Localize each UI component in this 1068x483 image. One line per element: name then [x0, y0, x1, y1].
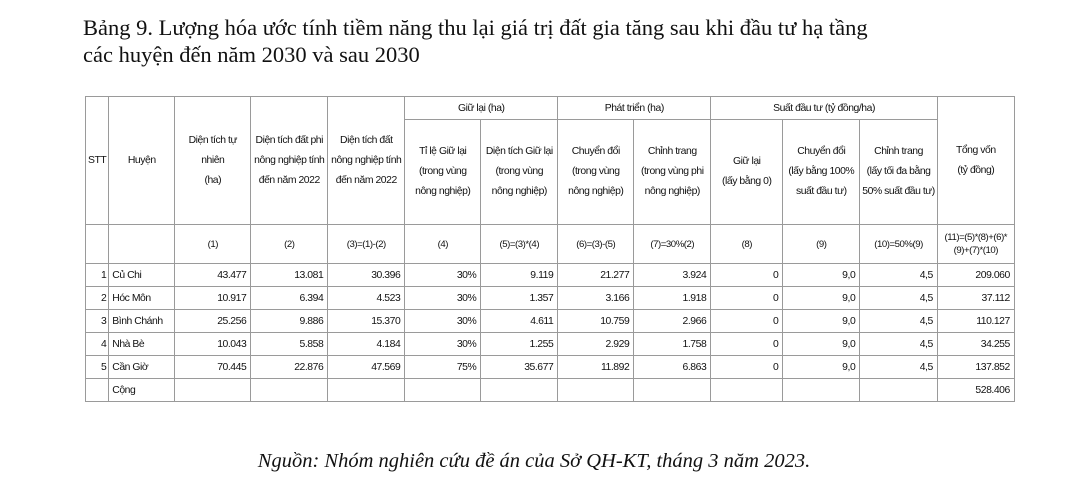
table-cell: 30% — [405, 287, 481, 310]
index-cell: (9) — [783, 225, 860, 264]
header-dien-tich-tu-nhien: Diện tích tự nhiên (ha) — [175, 97, 251, 225]
row-stt: 1 — [86, 264, 109, 287]
table-cell: 4,5 — [860, 264, 938, 287]
header-group-phat-trien: Phát triển (ha) — [558, 97, 711, 120]
table-cell: 4,5 — [860, 356, 938, 379]
header-dien-tich-dat: Diện tích đất nông nghiệp tính đến năm 2022 — [328, 97, 405, 225]
header-row-group — [86, 97, 1015, 120]
index-cell: (8) — [711, 225, 783, 264]
table-cell: 3.924 — [634, 264, 711, 287]
table-cell: 9,0 — [783, 287, 860, 310]
header-chinh-trang: Chỉnh trang (trong vùng phi nông nghiệp) — [634, 120, 711, 225]
total-label: Cộng — [109, 379, 175, 402]
header-tong-von: Tổng vốn (tỷ đồng) — [937, 97, 1014, 225]
table-cell: 137.852 — [937, 356, 1014, 379]
table-cell: 9,0 — [783, 264, 860, 287]
row-district: Bình Chánh — [109, 310, 175, 333]
header-chinh-trang-suat: Chỉnh trang (lấy tối đa bằng 50% suất đầu tư) — [860, 120, 938, 225]
table-cell: 1.758 — [634, 333, 711, 356]
table-cell: 9.886 — [251, 310, 328, 333]
table-cell: 0 — [711, 310, 783, 333]
index-cell: (2) — [251, 225, 328, 264]
total-stt-cell — [86, 379, 109, 402]
table-cell: 6.394 — [251, 287, 328, 310]
table-cell: 13.081 — [251, 264, 328, 287]
table-cell: 9,0 — [783, 356, 860, 379]
row-stt: 5 — [86, 356, 109, 379]
table-cell: 70.445 — [175, 356, 251, 379]
table-cell: 110.127 — [937, 310, 1014, 333]
index-cell — [86, 225, 109, 264]
table-cell: 34.255 — [937, 333, 1014, 356]
row-district: Hóc Môn — [109, 287, 175, 310]
table-cell: 4.184 — [328, 333, 405, 356]
row-stt: 3 — [86, 310, 109, 333]
table-cell: 22.876 — [251, 356, 328, 379]
table-cell: 30% — [405, 264, 481, 287]
table-cell: 1.357 — [481, 287, 558, 310]
row-district: Cần Giờ — [109, 356, 175, 379]
data-table — [85, 96, 1015, 402]
total-row — [86, 379, 1015, 402]
table-cell: 30% — [405, 333, 481, 356]
table-cell: 4,5 — [860, 310, 938, 333]
header-dien-tich-giu-lai: Diện tích Giữ lại (trong vùng nông nghiệp) — [481, 120, 558, 225]
source-note: Nguồn: Nhóm nghiên cứu đề án của Sở QH-KT, tháng 3 năm 2023. — [257, 450, 811, 472]
table-cell: 11.892 — [558, 356, 634, 379]
index-cell — [109, 225, 175, 264]
table-row — [86, 356, 1015, 379]
table-cell: 4,5 — [860, 333, 938, 356]
header-ti-le-giu-lai: Tỉ lệ Giữ lại (trong vùng nông nghiệp) — [405, 120, 481, 225]
table-body — [86, 225, 1015, 402]
table-cell: 6.863 — [634, 356, 711, 379]
total-value: 528.406 — [937, 379, 1014, 402]
table-cell: 75% — [405, 356, 481, 379]
table-cell: 1.255 — [481, 333, 558, 356]
table-cell: 9,0 — [783, 333, 860, 356]
header-giu-lai-suat: Giữ lại (lấy bằng 0) — [711, 120, 783, 225]
table-row — [86, 333, 1015, 356]
index-cell: (5)=(3)*(4) — [481, 225, 558, 264]
table-row — [86, 264, 1015, 287]
table-cell: 0 — [711, 264, 783, 287]
table-cell: 2.966 — [634, 310, 711, 333]
header-chuyen-doi: Chuyển đổi (trong vùng nông nghiệp) — [558, 120, 634, 225]
row-district: Nhà Bè — [109, 333, 175, 356]
table-cell: 10.043 — [175, 333, 251, 356]
row-district: Củ Chi — [109, 264, 175, 287]
table-cell: 0 — [711, 333, 783, 356]
table-cell: 10.759 — [558, 310, 634, 333]
table-cell: 4.611 — [481, 310, 558, 333]
index-cell: (10)=50%(9) — [860, 225, 938, 264]
header-group-suat-dau-tu: Suất đầu tư (tỷ đồng/ha) — [711, 97, 938, 120]
table-cell: 30.396 — [328, 264, 405, 287]
table-cell: 25.256 — [175, 310, 251, 333]
title-line-1: Bảng 9. Lượng hóa ước tính tiềm năng thu lại giá trị đất gia tăng sau khi đầu tư hạ tầng — [83, 15, 868, 40]
index-row — [86, 225, 1015, 264]
header-group-giu-lai: Giữ lại (ha) — [405, 97, 558, 120]
table-cell: 4,5 — [860, 287, 938, 310]
table-cell: 15.370 — [328, 310, 405, 333]
table-cell: 35.677 — [481, 356, 558, 379]
table-cell: 9.119 — [481, 264, 558, 287]
table-title — [83, 14, 1043, 68]
table-cell: 4.523 — [328, 287, 405, 310]
table-cell: 21.277 — [558, 264, 634, 287]
table-row — [86, 310, 1015, 333]
header-chuyen-doi-suat: Chuyển đổi (lấy bằng 100% suất đầu tư) — [783, 120, 860, 225]
index-cell: (1) — [175, 225, 251, 264]
table-cell: 9,0 — [783, 310, 860, 333]
header-stt: STT — [86, 97, 109, 225]
table-cell: 5.858 — [251, 333, 328, 356]
table-cell: 10.917 — [175, 287, 251, 310]
table-cell: 1.918 — [634, 287, 711, 310]
table-cell: 47.569 — [328, 356, 405, 379]
table-cell: 2.929 — [558, 333, 634, 356]
table-row — [86, 287, 1015, 310]
index-cell: (4) — [405, 225, 481, 264]
table-cell: 43.477 — [175, 264, 251, 287]
header-huyen: Huyện — [109, 97, 175, 225]
table-cell: 209.060 — [937, 264, 1014, 287]
index-cell: (7)=30%(2) — [634, 225, 711, 264]
title-line-2: các huyện đến năm 2030 và sau 2030 — [83, 42, 420, 67]
header-dien-tich-phi-nong-nghiep: Diện tích đất phi nông nghiệp tính đến năm 2022 — [251, 97, 328, 225]
row-stt: 4 — [86, 333, 109, 356]
index-cell: (6)=(3)-(5) — [558, 225, 634, 264]
row-stt: 2 — [86, 287, 109, 310]
table-cell: 37.112 — [937, 287, 1014, 310]
table-cell: 0 — [711, 287, 783, 310]
index-cell: (11)=(5)*(8)+(6)*(9)+(7)*(10) — [937, 225, 1014, 264]
table-cell: 3.166 — [558, 287, 634, 310]
table-cell: 30% — [405, 310, 481, 333]
table-cell: 0 — [711, 356, 783, 379]
index-cell: (3)=(1)-(2) — [328, 225, 405, 264]
